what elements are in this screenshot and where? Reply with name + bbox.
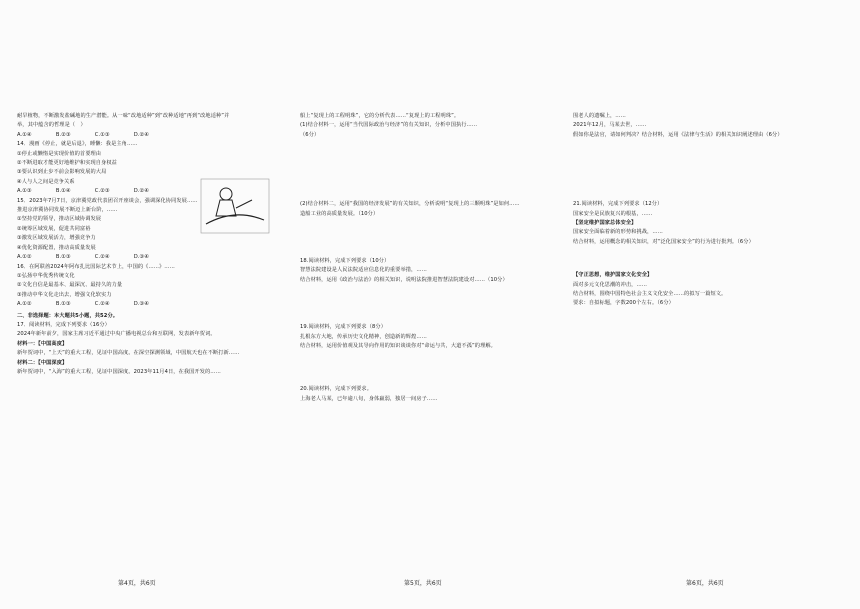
question-20: 20.阅读材料，完成下列要求。 [300,386,372,393]
text-line: 船上“复现上的工程明珠”，它的分析代表……“复现上的工程明珠”。 [300,113,460,119]
text-line: 结合材料，运用《政治与法治》的相关知识，说明法院推进智慧法院建设对……（10分） [300,276,508,283]
statement: ②不断进取才能更好地维护和实现自身权益 [17,160,117,167]
statement: ④优化资源配置，推动高质量发展 [17,244,96,251]
q16-options [17,300,294,309]
statement: ④人与人之间是竞争关系 [17,178,75,185]
statement: ①停止或懒惰是实现价值的首要理由 [17,150,102,157]
sub-question: (2)结合材料二，运用“我国的经济发展”的有关知识，分析说明“复现上的三颗明珠”是如何…… [300,201,520,208]
statement: ②统筹区域发展，促进共同富裕 [17,225,91,232]
option: A.①③ [17,188,32,195]
statement: ①弘扬中华优秀传统文化 [17,272,75,279]
column-page-5 [300,112,565,582]
text-line: 结合材料，运用价值观及其导向作用的知识谈谈你对“命运与共，大道不孤”的理解。 [300,343,496,350]
question-18: 18.阅读材料，完成下列要求（10分） [300,258,390,265]
column-page-6 [573,112,843,582]
option: A.①② [17,254,32,261]
text-line: 国家安全是民族复兴的根基，…… [573,210,653,217]
option: B.①③ [55,254,71,261]
statement: ③推动中华文化走出去，增强文化软实力 [17,291,112,298]
text-line: 推进京津冀协同发展不断迈上新台阶，…… [17,207,118,214]
text-line: 2021年12月，马某去世，…… [573,122,647,129]
text-line: 国家安全面临着新的形势和挑战，…… [573,229,663,236]
material-heading: 材料二：【中国深度】 [17,359,68,366]
question-21: 21.阅读材料，完成下列要求（12分） [573,201,663,208]
sub-question: 结合材料，运用概念的相关知识，对“泛化国家安全”的行为进行批判。（6分） [573,238,754,245]
sub-question: (1)结合材料一，运用“当代国际政治与经济”的有关知识，分析中国执行…… [300,122,478,129]
text-line: 举，其中蕴含的哲理是（ ） [17,122,86,129]
text-line: 面对多元文化思潮的冲击，…… [573,281,648,288]
option: C.②③ [94,188,110,195]
question-15: 15．2023年7月7日，京津冀党政代表团召开座谈会，强调深化协同发展…… [17,197,198,204]
page-footer: 第4页，共6页 [118,580,156,587]
answer-space [300,285,565,323]
option: D.②④ [133,188,150,195]
text-line: 2024年新年前夕，国家主席习近平通过中央广播电视总台和互联网，发表新年贺词。 [17,331,216,338]
material-heading: 材料一：【中国高度】 [17,340,68,347]
section-heading: 二、非选择题：本大题共5小题，共52分。 [17,312,119,319]
text-line: 耐旱植物，不断激发盐碱地的生产潜能。从一味“改地适种”到“改种适地”再到“改地适种”并 [17,113,230,119]
text-line: 扎根东方大地，传承历史文化精神，创造新的辉煌…… [300,333,427,340]
statement: ②文化自信是最基本、最深沉、最持久的力量 [17,282,123,289]
page-footer: 第6页，共6页 [686,580,724,587]
q15-options [17,253,294,262]
question-17: 17．阅读材料，完成下列要求（16分） [17,321,110,328]
page-footer: 第5页，共6页 [404,580,442,587]
question-16: 16．在阿联酋2024年阿布扎比国际艺术节上，中国的《……》…… [17,263,175,270]
option: C.②④ [94,254,110,261]
option: D.②④ [133,131,150,138]
option: C.①③ [94,131,110,138]
text-line: 造船工业的高质量发展。（10分） [300,210,379,217]
text-line: 要求：自拟标题，字数200个左右。（6分） [573,300,674,307]
option: B.②③ [55,131,71,138]
option: B.①③ [55,301,71,308]
text-line: 围老人的遗嘱上，…… [573,113,626,119]
option: D.③④ [133,301,150,308]
text-line: 智慧法院建设是人民法院适应信息化的重要举措，…… [300,267,427,274]
text-line: 新年贺词中，“上天”的重大工程，见证中国高度。在深空探测领域，中国航天也在不断打新…… [17,350,240,357]
material-heading: 【坚定维护国家总体安全】 [573,220,637,227]
statement: ③要认识到止步不前会影响发展的大局 [17,169,107,176]
text-line: 新年贺词中，“入海”的重大工程，见证中国深度。2023年11月4日，在我国开发的…… [17,368,221,375]
cartoon-illustration [200,178,270,234]
answer-space [573,247,843,271]
sub-question: 假如你是法官，请如何判决？结合材料，运用《法律与生活》的相关知识阐述理由（6分） [573,131,783,138]
answer-space [300,140,565,200]
answer-space [300,351,565,385]
score: （6分） [300,131,320,138]
statement: ③激发区域发展活力，增强竞争力 [17,235,96,242]
option: C.②④ [94,301,110,308]
material-heading: 【守正思想，维护国家文化安全】 [573,272,653,279]
question-14: 14．漫画《停止，就是后退》，睡懒：我是主角…… [17,141,138,148]
text-line: 上海老人马某，已年逾八旬，身体羸弱，独居一间房子…… [300,395,438,402]
question-19: 19.阅读材料，完成下列要求（8分） [300,324,386,331]
sub-question: 结合材料，围绕中国特色社会主义文化安全……的拟写一篇短文。 [573,291,727,298]
q13-options [17,131,294,140]
answer-space [300,219,565,257]
option: A.①② [17,301,32,308]
option: A.①④ [17,131,32,138]
option: B.①④ [55,188,71,195]
answer-space [573,140,843,200]
statement: ①坚持党的领导，推动区域协调发展 [17,216,102,223]
option: D.③④ [133,254,150,261]
